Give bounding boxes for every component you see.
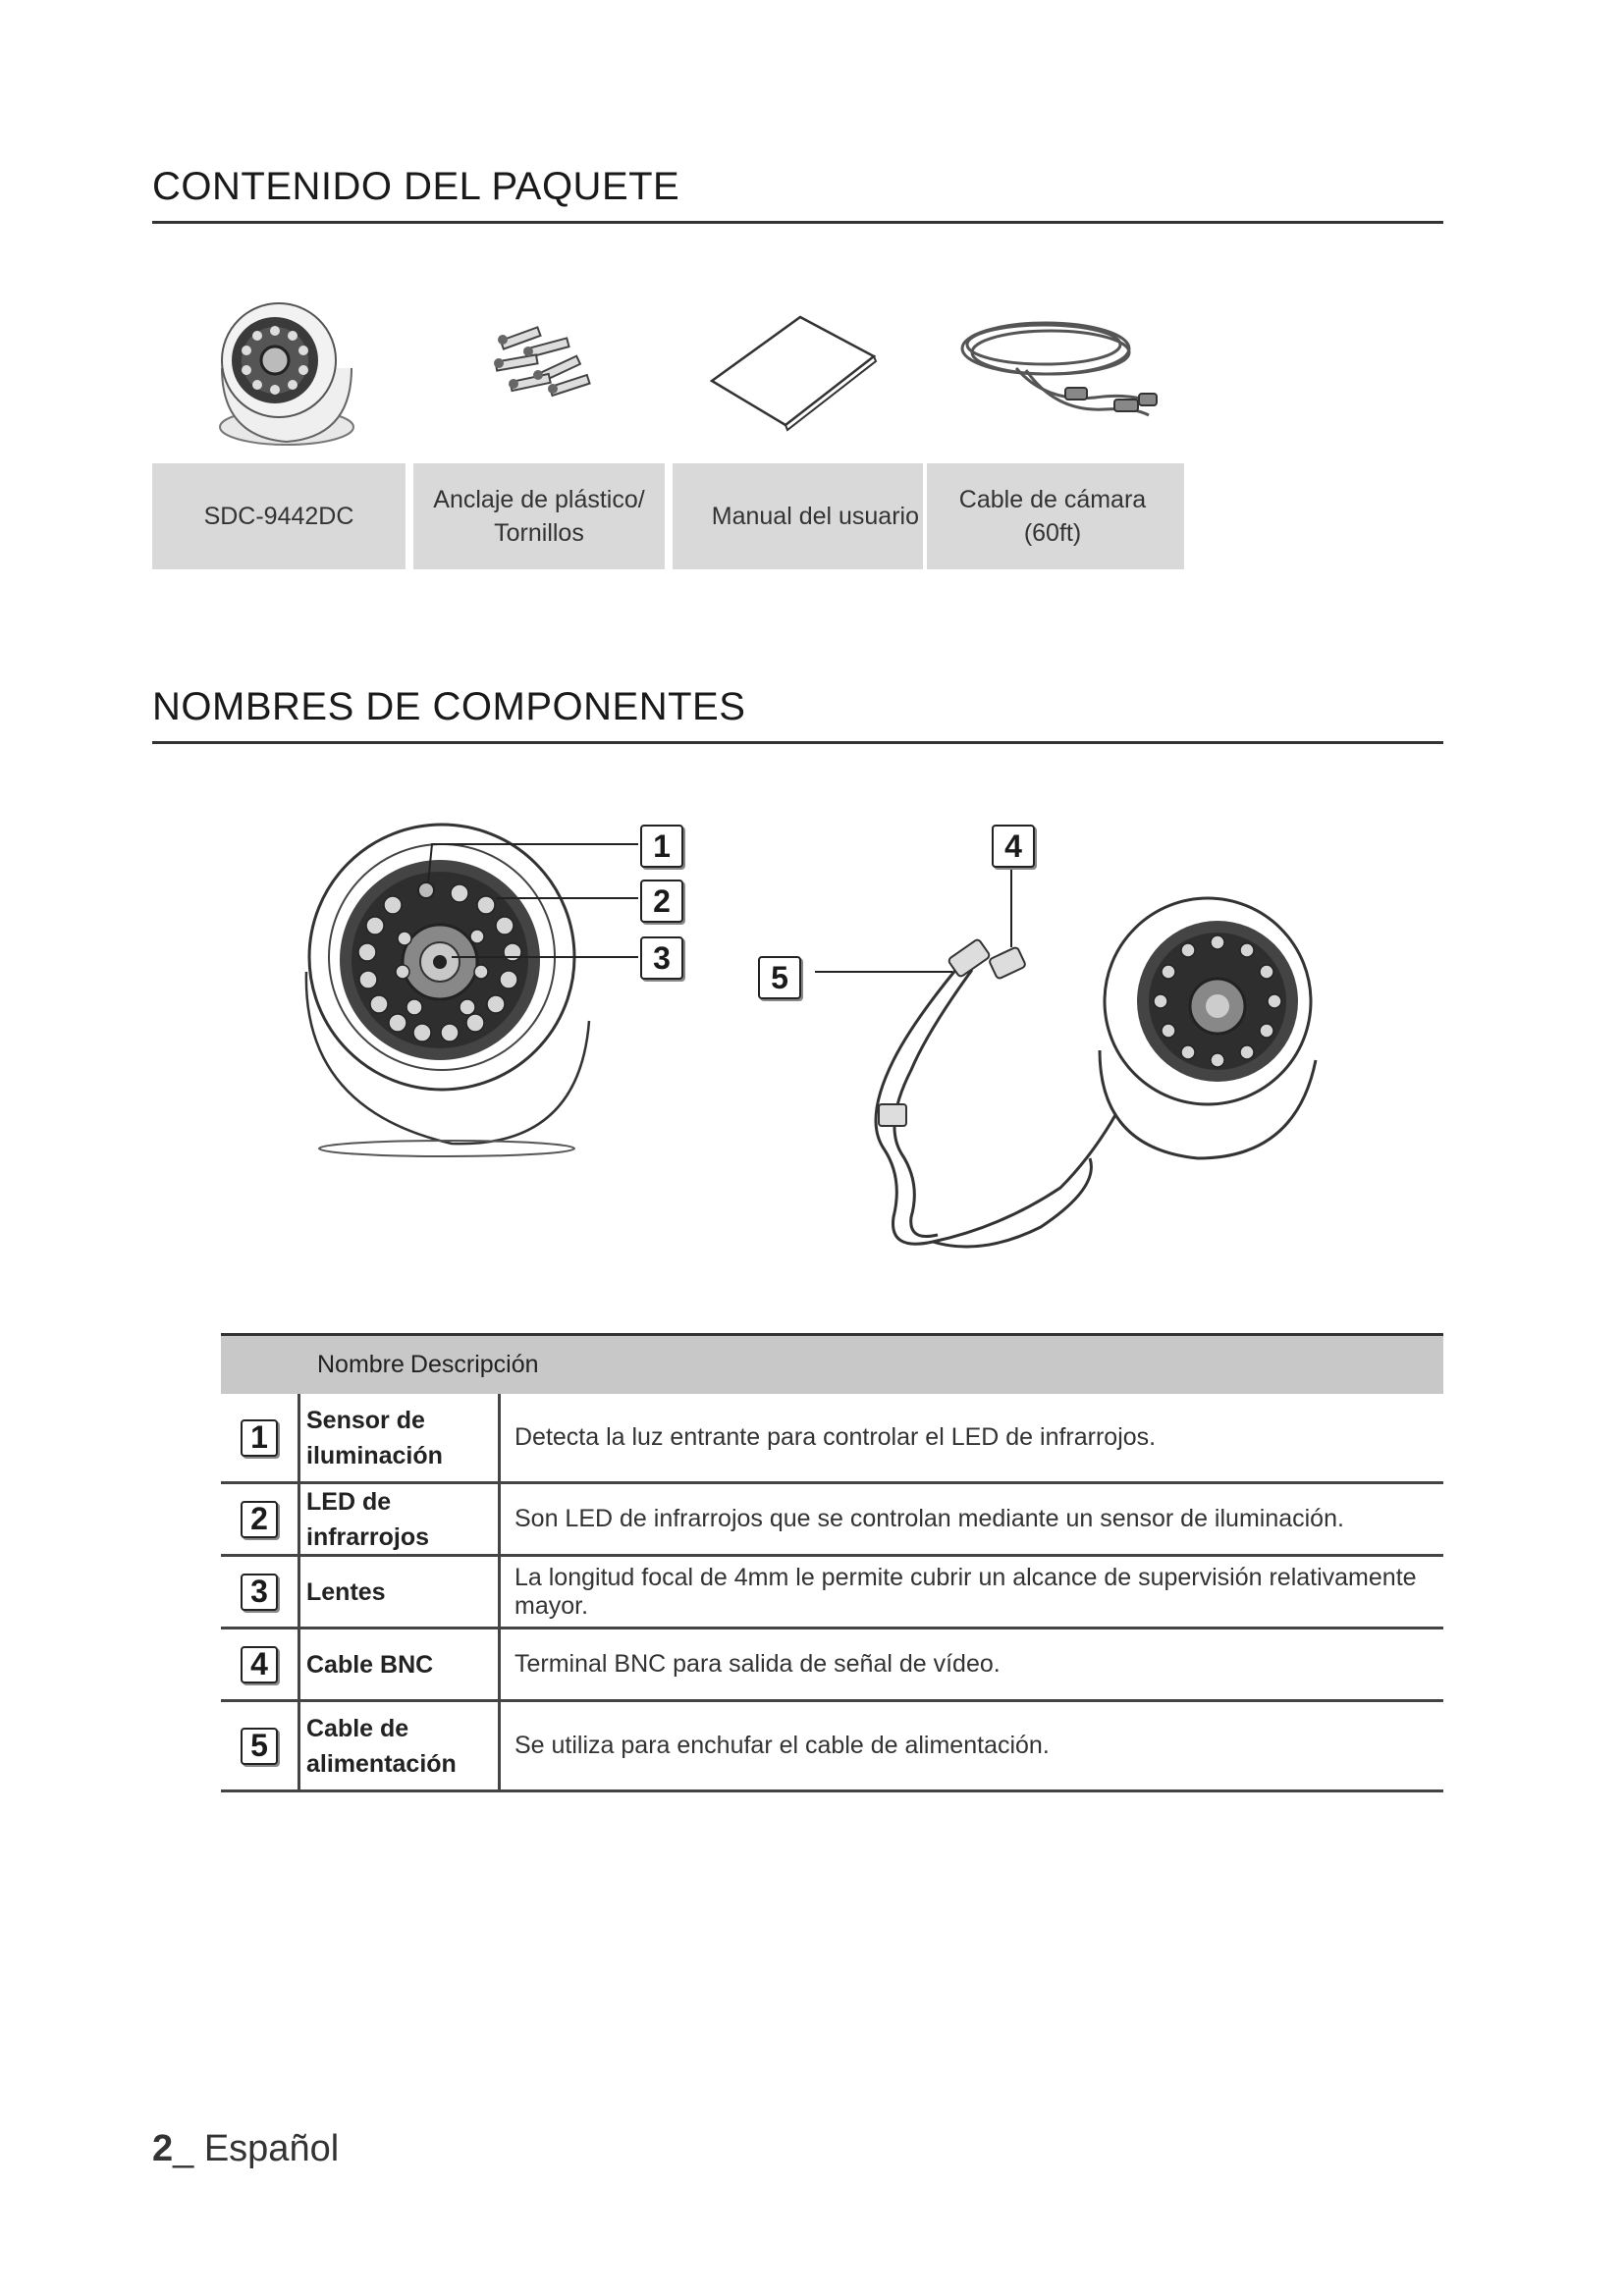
callout-4: 4 [992, 825, 1035, 868]
table-row [221, 1557, 1443, 1629]
row-number: 5 [241, 1728, 278, 1765]
screws-anchors-image [481, 314, 609, 407]
row-name: Cable BNC [298, 1629, 501, 1699]
package-item-label: SDC-9442DC [152, 463, 406, 569]
row-number: 3 [241, 1574, 278, 1611]
header-description: Descripción [409, 1351, 539, 1378]
section-title-package: CONTENIDO DEL PAQUETE [152, 165, 1443, 224]
callout-5: 5 [758, 956, 801, 999]
row-description: Terminal BNC para salida de señal de vídeo. [514, 1650, 1001, 1678]
row-description: Son LED de infrarrojos que se controlan mediante un sensor de iluminación. [514, 1505, 1344, 1532]
callout-2: 2 [640, 880, 683, 923]
table-row [221, 1702, 1443, 1792]
row-name: LED de infrarrojos [298, 1484, 501, 1554]
package-item-label: Anclaje de plástico/ Tornillos [413, 463, 665, 569]
footer-language: _ Español [173, 2128, 340, 2169]
page-number: 2 [152, 2128, 174, 2169]
callout-3: 3 [640, 936, 683, 980]
table-row [221, 1394, 1443, 1484]
row-description: Se utiliza para enchufar el cable de alimentación. [514, 1732, 1050, 1759]
row-description: La longitud focal de 4mm le permite cubrir un alcance de supervisión relativamente mayor. [514, 1563, 1417, 1620]
table-row [221, 1629, 1443, 1702]
page-footer [152, 2128, 339, 2170]
components-table [221, 1333, 1443, 1792]
row-number: 2 [241, 1501, 278, 1538]
camera-side-cable-diagram [805, 864, 1335, 1256]
dome-camera-image [208, 290, 365, 452]
package-item-label: Cable de cámara (60ft) [927, 463, 1184, 569]
user-manual-image [707, 312, 879, 435]
row-name: Cable de alimentación [298, 1702, 501, 1789]
header-name: Nombre [317, 1351, 405, 1378]
row-name: Lentes [298, 1557, 501, 1627]
callout-1: 1 [640, 825, 683, 868]
row-description: Detecta la luz entrante para controlar el LED de infrarrojos. [514, 1423, 1157, 1451]
package-item-label: Manual del usuario [673, 463, 923, 569]
table-row [221, 1484, 1443, 1557]
row-number: 4 [241, 1646, 278, 1683]
row-number: 1 [241, 1419, 278, 1457]
section-title-components: NOMBRES DE COMPONENTES [152, 685, 1443, 744]
row-name: Sensor de iluminación [298, 1394, 501, 1481]
camera-cable-image [957, 309, 1164, 432]
table-header [221, 1333, 1443, 1394]
